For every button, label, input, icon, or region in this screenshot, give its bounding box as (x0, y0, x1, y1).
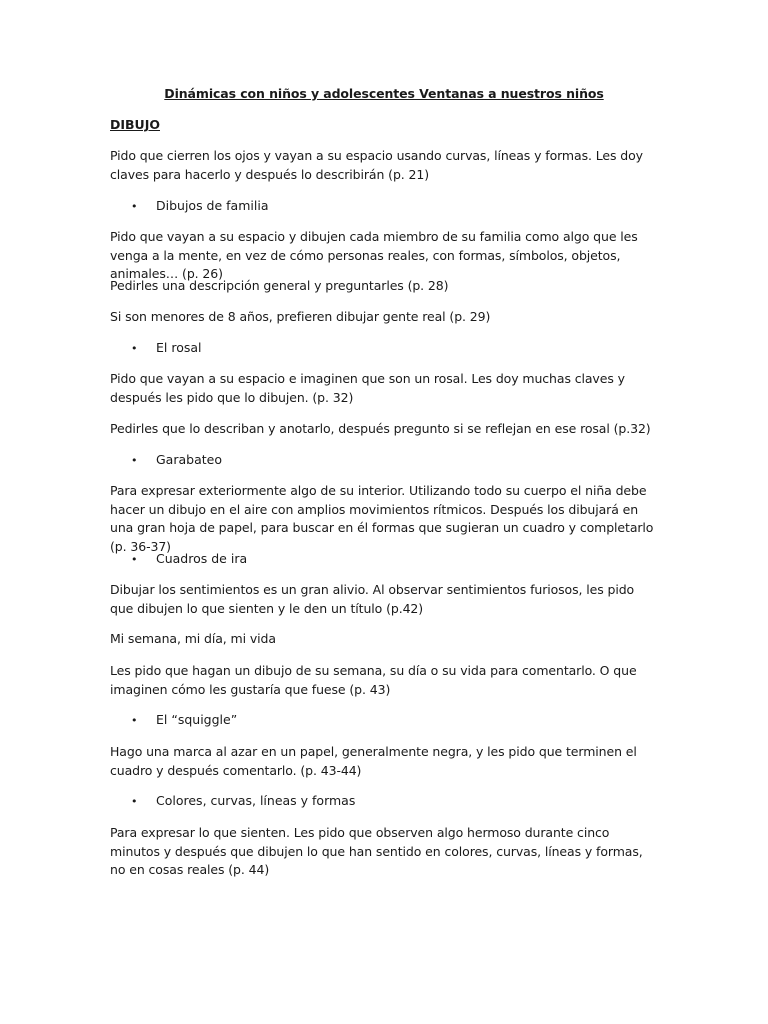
bullet-label: El rosal (156, 340, 202, 355)
bullet-item (131, 711, 237, 731)
paragraph: Mi semana, mi día, mi vida (110, 631, 276, 646)
paragraph: Pido que vayan a su espacio e imaginen que son un rosal. Les doy muchas claves y después les pido que lo dibujen. (p. 32) (110, 371, 625, 405)
paragraph: Pido que vayan a su espacio y dibujen cada miembro de su familia como algo que les venga a la mente, en vez de cómo personas reales, con formas, símbolos, objetos, animales… (p. 26) (110, 229, 638, 281)
paragraph: Si son menores de 8 años, prefieren dibujar gente real (p. 29) (110, 309, 491, 324)
paragraph: Hago una marca al azar en un papel, generalmente negra, y les pido que terminen el cuadro y después comentarlo. (p. 43-44) (110, 744, 637, 778)
paragraph: Pedirles que lo describan y anotarlo, después pregunto si se reflejan en ese rosal (p.32) (110, 421, 651, 436)
paragraph: Para expresar lo que sienten. Les pido que observen algo hermoso durante cinco minutos y después que dibujen lo que han sentido en colores, curvas, líneas y formas, no en cosas reales (p. 44) (110, 825, 643, 877)
bullet-item (131, 792, 355, 812)
bullet-label: Dibujos de familia (156, 198, 269, 213)
paragraph: Pido que cierren los ojos y vayan a su espacio usando curvas, líneas y formas. Les doy claves para hacerlo y después lo describirán (p. 21) (110, 148, 643, 182)
section-heading: DIBUJO (110, 117, 160, 132)
bullet-label: Cuadros de ira (156, 551, 248, 566)
bullet-icon: • (131, 200, 138, 213)
bullet-label: Colores, curvas, líneas y formas (156, 793, 356, 808)
bullet-item (131, 197, 268, 217)
paragraph: Les pido que hagan un dibujo de su semana, su día o su vida para comentarlo. O que imaginen cómo les gustaría que fuese (p. 43) (110, 663, 637, 697)
paragraph: Dibujar los sentimientos es un gran alivio. Al observar sentimientos furiosos, les pido que dibujen lo que sienten y le den un título (p.42) (110, 582, 635, 616)
bullet-icon: • (131, 714, 138, 727)
bullet-icon: • (131, 795, 138, 808)
bullet-icon: • (131, 553, 138, 566)
paragraph: Para expresar exteriormente algo de su interior. Utilizando todo su cuerpo el niña debe hacer un dibujo en el aire con amplios movimientos rítmicos. Después los dibujará en una gran hoja de papel, para buscar en él formas que sugieran un cuadro y completarlo (p. 36-37) (110, 483, 654, 554)
document-title: Dinámicas con niños y adolescentes Ventanas a nuestros niños (164, 86, 604, 101)
bullet-icon: • (131, 342, 138, 355)
bullet-label: El “squiggle” (156, 712, 238, 727)
bullet-item (131, 550, 247, 570)
bullet-item (131, 339, 202, 359)
bullet-label: Garabateo (156, 452, 222, 467)
bullet-icon: • (131, 454, 138, 467)
paragraph: Pedirles una descripción general y preguntarles (p. 28) (110, 278, 449, 293)
bullet-item (131, 451, 222, 471)
